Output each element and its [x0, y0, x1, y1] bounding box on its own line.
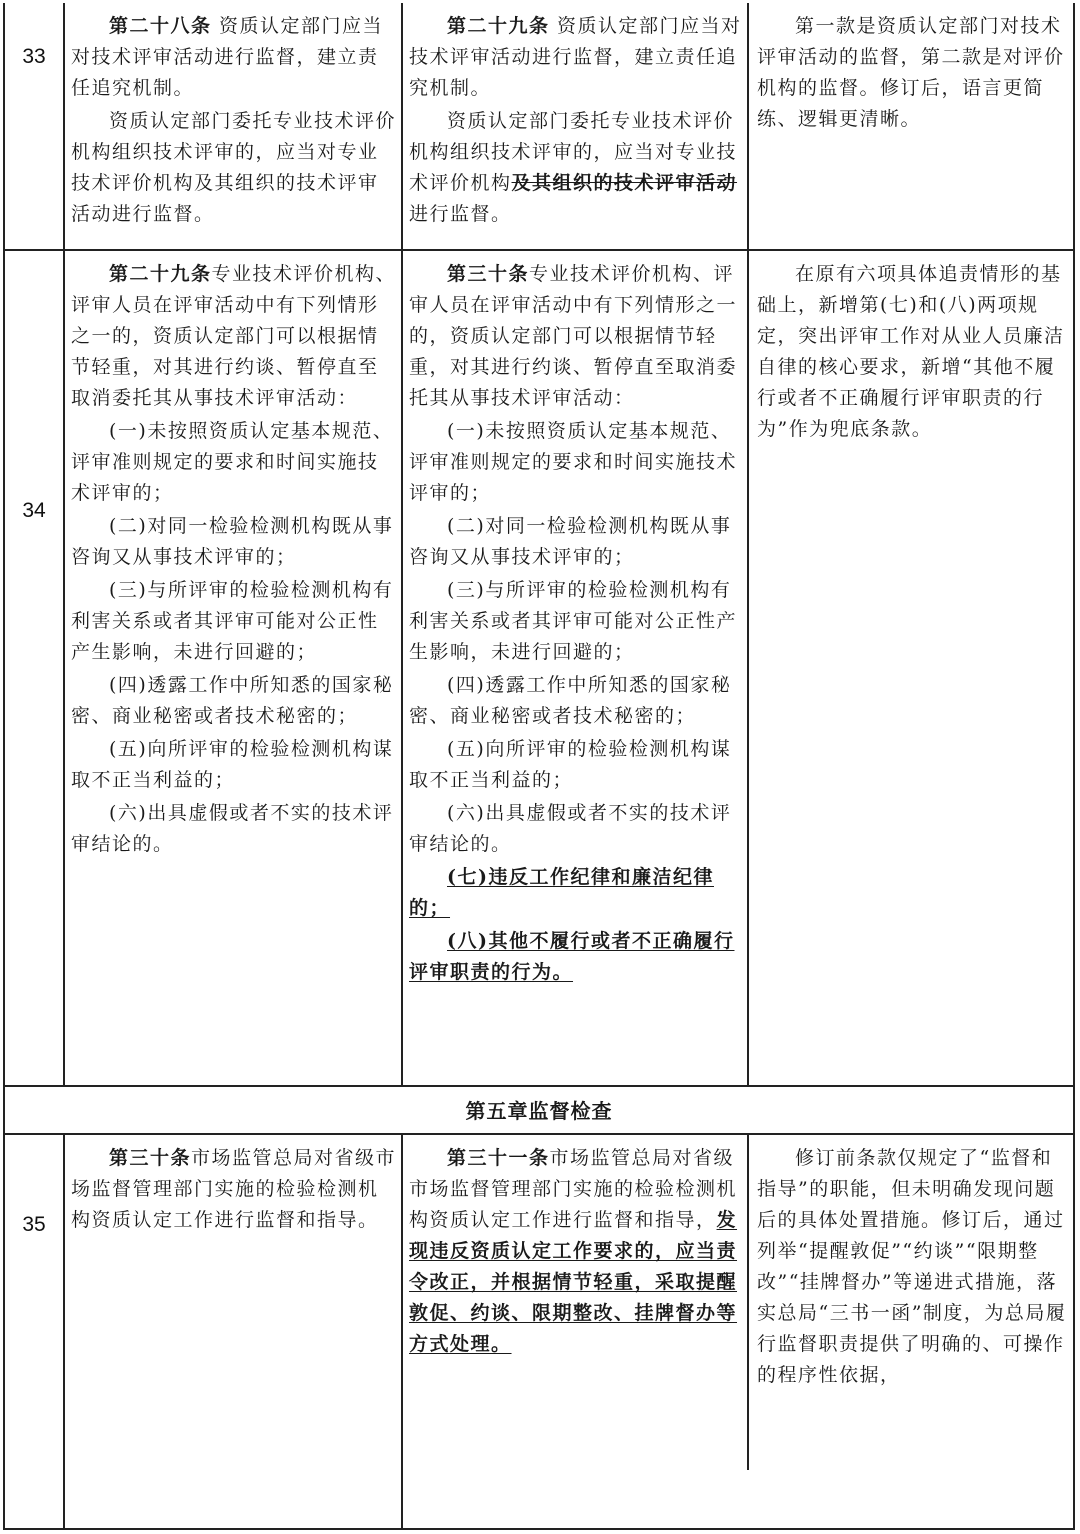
clause-paragraph [71, 1143, 397, 1236]
revision-note-35 [757, 1143, 1069, 1391]
clause-text: 第一款是资质认定部门对技术评审活动的监督，第二款是对评价机构的监督。修订后，语言更简练、逻辑更清晰。 [757, 15, 1065, 130]
column-divider [747, 3, 749, 1085]
chapter-heading: 第五章监督检查 [465, 1099, 613, 1123]
old-clause-33 [71, 11, 397, 230]
clause-paragraph [71, 670, 397, 732]
clause-text: 市场监管总局对省级市场监督管理部门实施的检验检测机构资质认定工作进行监督和指导。 [71, 1147, 397, 1231]
row-number: 33 [22, 45, 46, 68]
added-text: (八)其他不履行或者不正确履行评审职责的行为。 [409, 930, 735, 983]
clause-paragraph [71, 798, 397, 860]
clause-paragraph [409, 416, 743, 509]
clause-text: 专业技术评价机构、评审人员在评审活动中有下列情形之一的，资质认定部门可以根据情节轻重，对其进行约谈、暂停直至取消委托其从事技术评审活动： [409, 263, 738, 409]
clause-text: (五)向所评审的检验检测机构谋取不正当利益的； [409, 738, 732, 791]
new-clause-35 [409, 1143, 743, 1360]
clause-paragraph [71, 734, 397, 796]
new-clause-33 [409, 11, 743, 230]
clause-text: 在原有六项具体追责情形的基础上，新增第(七)和(八)两项规定，突出评审工作对从业人员廉洁自律的核心要求，新增“其他不履行或者不正确履行评审职责的行为”作为兜底条款。 [757, 263, 1065, 440]
clause-text: (一)未按照资质认定基本规范、评审准则规定的要求和时间实施技术评审的； [409, 420, 738, 504]
article-number: 第三十条 [109, 1147, 192, 1169]
clause-paragraph [409, 670, 743, 732]
clause-paragraph [71, 259, 397, 414]
column-divider [747, 1133, 749, 1470]
clause-text: (一)未按照资质认定基本规范、评审准则规定的要求和时间实施技术评审的； [71, 420, 394, 504]
clause-text: (三)与所评审的检验检测机构有利害关系或者其评审可能对公正性产生影响，未进行回避的； [409, 579, 738, 663]
deleted-text: 及其组织的技术评审活动 [511, 172, 738, 194]
added-text: 发现违反资质认定工作要求的，应当责令改正，并根据情节轻重，采取提醒敦促、约谈、限期整改、挂牌督办等方式处理。 [409, 1209, 738, 1355]
clause-text: 修订前条款仅规定了“监督和指导”的职能，但未明确发现问题后的具体处置措施。修订后，通过列举“提醒敦促”“约谈”“限期整改”“挂牌督办”等递进式措施，落实总局“三书一函”制度，为总局履行监督职责提供了明确的、可操作的程序性依据， [757, 1147, 1067, 1386]
comparison-table [3, 3, 1075, 1530]
clause-paragraph [757, 259, 1069, 445]
old-clause-35 [71, 1143, 397, 1236]
clause-paragraph [71, 511, 397, 573]
column-divider [401, 3, 403, 1085]
clause-paragraph [757, 1143, 1069, 1391]
clause-text: (六)出具虚假或者不实的技术评审结论的。 [409, 802, 732, 855]
clause-text: 资质认定部门委托专业技术评价机构组织技术评审的，应当对专业技术评价机构 [409, 110, 738, 194]
clause-paragraph [409, 798, 743, 860]
row-number: 34 [22, 499, 46, 522]
clause-text: 资质认定部门应当对技术评审活动进行监督，建立责任追究机制。 [71, 15, 384, 99]
clause-paragraph [409, 862, 743, 924]
clause-paragraph [409, 511, 743, 573]
clause-text: (四)透露工作中所知悉的国家秘密、商业秘密或者技术秘密的； [409, 674, 732, 727]
clause-paragraph [409, 106, 743, 230]
clause-text: 市场监管总局对省级市场监督管理部门实施的检验检测机构资质认定工作进行监督和指导， [409, 1147, 738, 1231]
column-divider [401, 1133, 403, 1530]
revision-note-34 [757, 259, 1069, 445]
clause-paragraph [409, 926, 743, 988]
clause-paragraph [757, 11, 1069, 135]
clause-paragraph [71, 106, 397, 230]
clause-paragraph [409, 1143, 743, 1360]
clause-paragraph [71, 11, 397, 104]
clause-text: 资质认定部门应当对技术评审活动进行监督，建立责任追究机制。 [409, 15, 742, 99]
clause-text: 专业技术评价机构、评审人员在评审活动中有下列情形之一的，资质认定部门可以根据情节轻重，对其进行约谈、暂停直至取消委托其从事技术评审活动： [71, 263, 397, 409]
article-number: 第二十九条 [109, 263, 212, 285]
clause-paragraph [409, 11, 743, 104]
clause-paragraph [409, 575, 743, 668]
clause-paragraph [409, 259, 743, 414]
column-divider [63, 1133, 65, 1530]
clause-text: 进行监督。 [409, 203, 512, 225]
clause-text: (二)对同一检验检测机构既从事咨询又从事技术评审的； [409, 515, 732, 568]
column-divider [63, 3, 65, 1085]
article-number: 第二十九条 [447, 15, 550, 37]
row-divider [5, 249, 1073, 251]
new-clause-34 [409, 259, 743, 988]
clause-paragraph [71, 416, 397, 509]
clause-paragraph [71, 575, 397, 668]
clause-paragraph [409, 734, 743, 796]
row-number: 35 [22, 1213, 46, 1236]
old-clause-34 [71, 259, 397, 860]
article-number: 第二十八条 [109, 15, 212, 37]
revision-note-33 [757, 11, 1069, 135]
clause-text: (二)对同一检验检测机构既从事咨询又从事技术评审的； [71, 515, 394, 568]
clause-text: (四)透露工作中所知悉的国家秘密、商业秘密或者技术秘密的； [71, 674, 394, 727]
article-number: 第三十一条 [447, 1147, 550, 1169]
article-number: 第三十条 [447, 263, 530, 285]
clause-text: (五)向所评审的检验检测机构谋取不正当利益的； [71, 738, 394, 791]
clause-text: (六)出具虚假或者不实的技术评审结论的。 [71, 802, 394, 855]
clause-text: (三)与所评审的检验检测机构有利害关系或者其评审可能对公正性产生影响，未进行回避的； [71, 579, 394, 663]
added-text: (七)违反工作纪律和廉洁纪律的； [409, 866, 714, 919]
clause-text: 资质认定部门委托专业技术评价机构组织技术评审的，应当对专业技术评价机构及其组织的技术评审活动进行监督。 [71, 110, 397, 225]
